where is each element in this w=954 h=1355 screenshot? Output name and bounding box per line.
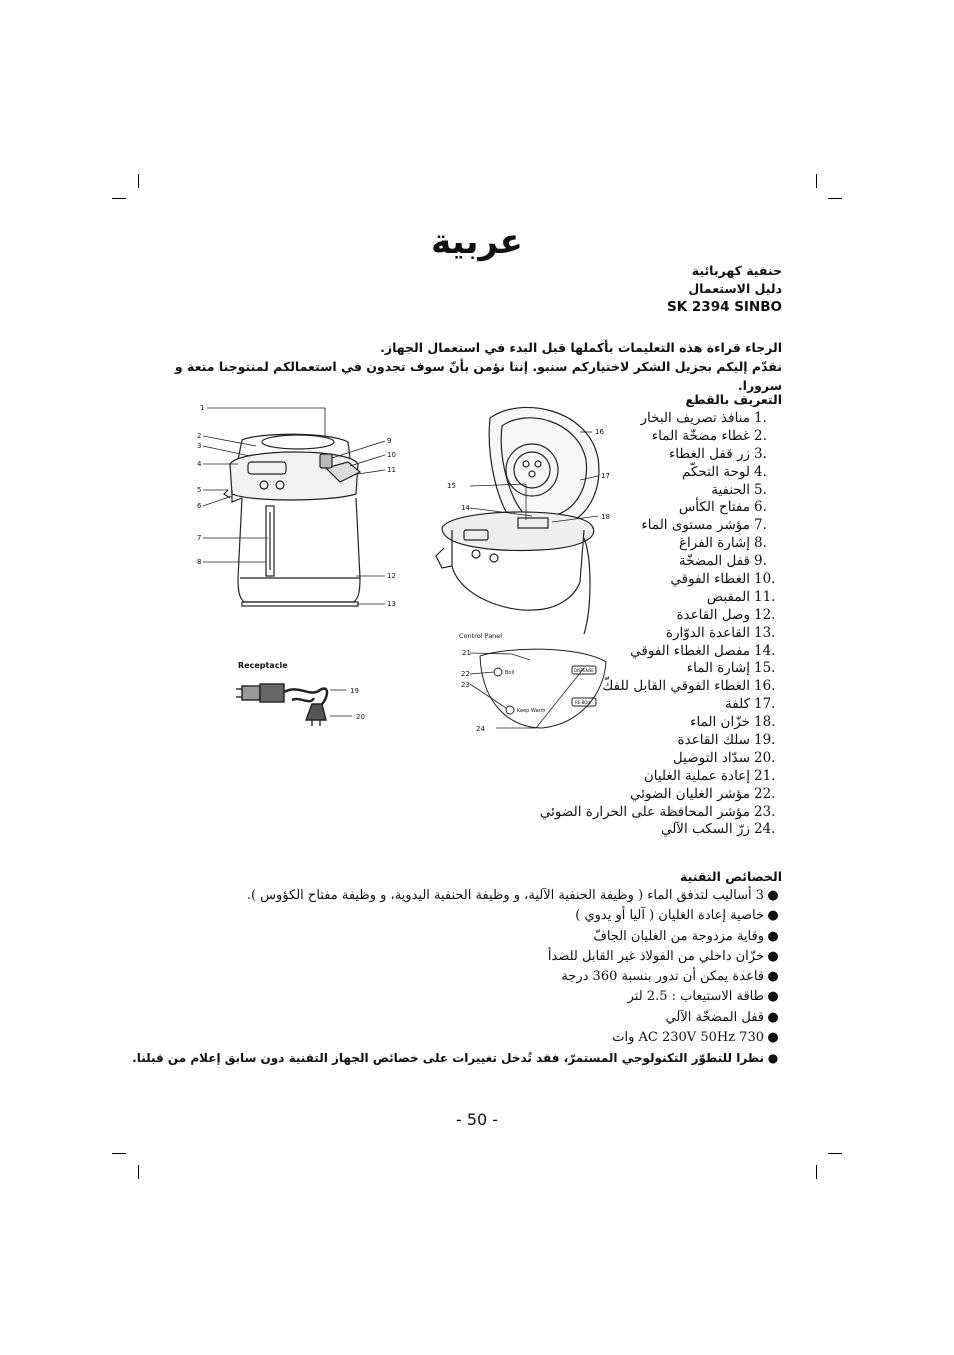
intro-text bbox=[172, 338, 782, 395]
part-item: 10.الغطاء الفوقي bbox=[670, 571, 776, 588]
model-number: SK 2394 SINBO bbox=[667, 299, 782, 315]
features-section-title: الخصائص التقنية bbox=[680, 869, 782, 884]
crop-mark bbox=[828, 1153, 842, 1154]
callout-lines-receptacle bbox=[330, 690, 352, 716]
crop-mark bbox=[112, 198, 126, 199]
callout-label: 12 bbox=[387, 572, 396, 580]
kettle-closed-drawing bbox=[224, 434, 360, 606]
crop-mark bbox=[112, 1153, 126, 1154]
callout-label: 15 bbox=[447, 482, 456, 490]
feature-item: ●طاقة الاستيعاب : 2.5 لتر bbox=[142, 987, 782, 1007]
bullet-icon: ● bbox=[767, 928, 779, 944]
part-item: 8.إشارة الفراغ bbox=[678, 535, 767, 552]
callout-label: 3 bbox=[197, 442, 202, 450]
callout-label: 14 bbox=[461, 504, 470, 512]
part-item: 13.القاعدة الدوّارة bbox=[665, 624, 776, 641]
part-item: 7.مؤشر مستوى الماء bbox=[641, 517, 767, 534]
part-item: 21.إعادة عملية الغليان bbox=[643, 767, 776, 784]
intro-line: الرجاء قراءة هذه التعليمات بأكملها قبل البدء في استعمال الجهاز. bbox=[380, 340, 782, 355]
product-name: حنفية كهربائية bbox=[691, 263, 782, 278]
callout-label: 2 bbox=[197, 432, 202, 440]
bullet-icon: ● bbox=[767, 1051, 779, 1066]
callout-label: 16 bbox=[595, 428, 604, 436]
part-item: 14.مفصل الغطاء الفوقي bbox=[630, 642, 776, 659]
dispense-label: DISPENSE bbox=[574, 668, 594, 673]
intro-line: نقدّم إليكم بجزيل الشكر لاختياركم سنبو. إننا نؤمن بأنّ سوف تجدون في استعمالكم لمنتوجنا متعة و سرورا. bbox=[174, 359, 782, 393]
feature-item: ●خزّان داخلي من الفولاذ غير القابل للصدأ bbox=[142, 947, 782, 967]
part-item: 5.الحنفية bbox=[711, 481, 767, 498]
callout-label: 5 bbox=[197, 486, 202, 494]
part-item: 2.غطاء مضخّة الماء bbox=[651, 427, 767, 444]
feature-item: ●وقاية مزدوجة من الغليان الجافّ bbox=[142, 927, 782, 947]
bullet-icon: ● bbox=[767, 1030, 779, 1046]
callout-label: 10 bbox=[387, 451, 396, 459]
crop-mark bbox=[828, 198, 842, 199]
part-item: 6.مفتاح الكأس bbox=[678, 499, 767, 516]
receptacle-label: Receptacle bbox=[238, 661, 288, 670]
crop-mark bbox=[816, 174, 817, 188]
part-item: 20.سدّاد التوصيل bbox=[672, 749, 776, 766]
part-item: 17.كلفة bbox=[725, 696, 776, 713]
callout-label: 7 bbox=[197, 534, 202, 542]
boil-label: Boil bbox=[505, 670, 515, 676]
callout-label: 6 bbox=[197, 502, 202, 510]
reboil-label: RE-BOIL bbox=[575, 700, 591, 705]
callout-label: 20 bbox=[356, 713, 365, 721]
keep-warm-label: Keep Warm bbox=[517, 708, 546, 714]
callout-label: 9 bbox=[387, 437, 392, 445]
callout-label: 17 bbox=[601, 472, 610, 480]
callout-label: 22 bbox=[461, 670, 470, 678]
callout-label: 19 bbox=[350, 687, 359, 695]
part-item: 19.سلك القاعدة bbox=[677, 732, 776, 749]
crop-mark bbox=[138, 1165, 139, 1179]
bullet-icon: ● bbox=[767, 1009, 779, 1025]
part-item: 9.قفل المضخّة bbox=[678, 553, 767, 570]
page-number: - 50 - bbox=[455, 1110, 499, 1129]
callout-label: 13 bbox=[387, 600, 396, 608]
feature-item: ●قفل المضخّة الآلي bbox=[142, 1008, 782, 1028]
part-item: 12.وصل القاعدة bbox=[676, 606, 776, 623]
feature-item: ●قاعدة يمكن أن تدور بنسبة 360 درجة bbox=[142, 967, 782, 987]
part-item: 4.لوحة التحكّم bbox=[681, 463, 767, 480]
feature-item: ●AC 230V 50Hz 730 وات bbox=[142, 1028, 782, 1048]
language-title: عربية bbox=[431, 222, 523, 262]
feature-item: ●خاصية إعادة الغليان ( آليا أو يدوي ) bbox=[142, 906, 782, 926]
crop-mark bbox=[816, 1165, 817, 1179]
bullet-icon: ● bbox=[767, 989, 779, 1005]
parts-section-title: التعريف بالقطع bbox=[685, 392, 782, 407]
bullet-icon: ● bbox=[767, 969, 779, 985]
callout-label: 21 bbox=[462, 649, 471, 657]
kettle-open-drawing bbox=[436, 407, 599, 634]
part-item: 3.زر قفل الغطاء bbox=[668, 445, 767, 462]
manual-title: دليل الاستعمال bbox=[688, 281, 782, 296]
part-item: 23.مؤشر المحافظة على الحرارة الضوئي bbox=[539, 803, 776, 820]
part-item: 1.منافذ تصريف البخار bbox=[640, 410, 767, 426]
brand-block bbox=[382, 262, 782, 316]
features-list bbox=[132, 886, 782, 1069]
feature-item: ●نظرا للتطوّر التكنولوجي المستمرّ، فقد تُدخل تغييرات على خصائص الجهاز التقنية دون سابق إعلام من قبلنا. bbox=[142, 1048, 782, 1068]
bullet-icon: ● bbox=[767, 888, 779, 903]
part-item: 16.الغطاء الفوقي القابل للفكّ bbox=[602, 678, 776, 695]
bullet-icon: ● bbox=[767, 948, 779, 964]
bullet-icon: ● bbox=[767, 908, 779, 924]
callout-label: 24 bbox=[476, 725, 485, 733]
control-panel-drawing bbox=[480, 649, 606, 728]
callout-label: 11 bbox=[387, 466, 396, 474]
callout-label: 1 bbox=[200, 404, 205, 412]
callout-lines bbox=[203, 408, 385, 604]
receptacle-drawing bbox=[236, 684, 327, 726]
part-item: 15.إشارة الماء bbox=[686, 660, 776, 677]
callout-label: 23 bbox=[461, 681, 470, 689]
feature-item: ●3 أساليب لتدفق الماء ( وظيفة الحنفية الآلية، و وظيفة الحنفية اليدوية، و وظيفة مفتاح الكؤوس ). bbox=[142, 886, 782, 906]
part-item: 11.المقبض bbox=[706, 588, 776, 605]
part-item: 18.خزّان الماء bbox=[690, 714, 776, 731]
crop-mark bbox=[138, 174, 139, 188]
part-item: 24.زرّ السكب الآلي bbox=[660, 821, 776, 838]
product-diagram bbox=[180, 398, 620, 743]
callout-label: 4 bbox=[197, 460, 202, 468]
part-item: 22.مؤشر الغليان الضوئي bbox=[629, 785, 776, 802]
control-panel-label: Control Panel bbox=[459, 632, 503, 640]
callout-label: 18 bbox=[601, 513, 610, 521]
callout-label: 8 bbox=[197, 558, 202, 566]
